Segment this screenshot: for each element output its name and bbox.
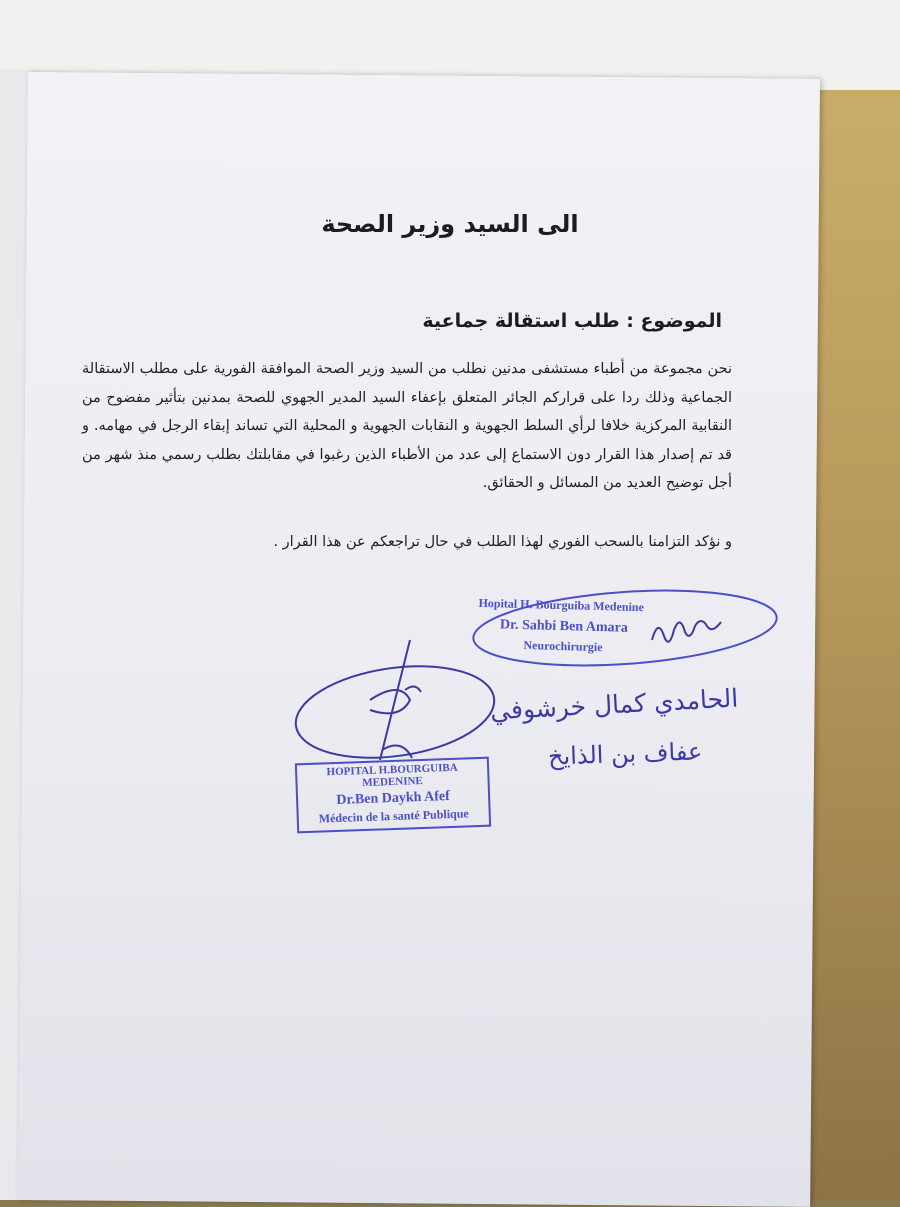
stamp-1-specialty: Neurochirurgie: [523, 638, 603, 655]
letter-closing: و نؤكد التزامنا بالسحب الفوري لهذا الطلب في حال تراجعكم عن هذا القرار .: [273, 534, 732, 550]
handwritten-name-2: عفاف بن الذايخ: [547, 737, 703, 771]
letter-subject: الموضوع : طلب استقالة جماعية: [422, 310, 722, 332]
letter-title: الى السيد وزير الصحة: [321, 210, 579, 238]
stamp-2-hospital: HOPITAL H.BOURGUIBA MEDENINE: [326, 761, 458, 790]
stamp-1-hospital: Hopital H. Bourguiba Medenine: [478, 595, 645, 615]
handwritten-name-1: الحامدي كمال خرشوفي: [489, 683, 739, 726]
stamp-2-doctor: Dr.Ben Daykh Afef: [336, 789, 451, 808]
stamp-1-doctor: Dr. Sahbi Ben Amara: [499, 617, 629, 636]
letter-body: نحن مجموعة من أطباء مستشفى مدنين نطلب من السيد وزير الصحة الموافقة الفورية على مطلب الاستقالة الجماعية وذلك ردا على قراركم الجائر المتعلق بإعفاء السيد المدير الجهوي للصحة بمدنين بتأثير مفضوح من النقابية المركزية خلافا لرأي السلط الجهوية و النقابات الجهوية و المحلية التي تساند إبقاء الرجل في مهامه. و قد تم إصدار هذا القرار دون الاستماع إلى عدد من الأطباء الذين رغبوا في مقابلتك بطلب رسمي منذ شهر من أجل توضيح العديد من المسائل و الحقائق.: [82, 361, 732, 491]
signature-scribble-1: [652, 621, 721, 642]
doctor-stamp-2: [295, 757, 491, 834]
stamp-2-role: Médecin de la santé Publique: [318, 806, 469, 826]
signature-scribble-2: [370, 640, 421, 760]
doctor-stamp-1: [477, 596, 644, 656]
